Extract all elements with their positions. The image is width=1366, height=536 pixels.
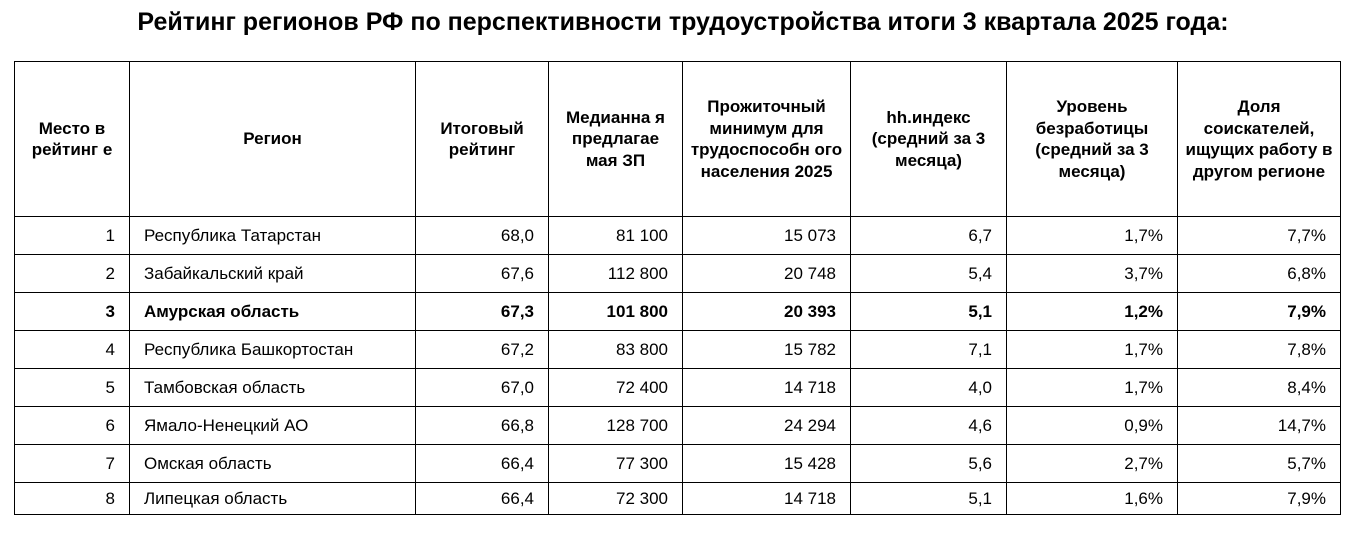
cell-salary: 77 300 (549, 445, 683, 483)
cell-rating: 67,3 (416, 293, 549, 331)
cell-minimum: 20 748 (683, 255, 851, 293)
cell-region: Омская область (130, 445, 416, 483)
table-row (15, 407, 1341, 445)
cell-rank: 6 (15, 407, 130, 445)
cell-unemployment: 0,9% (1007, 407, 1178, 445)
table-row-highlighted (15, 293, 1341, 331)
cell-share: 7,9% (1178, 483, 1341, 515)
cell-minimum: 14 718 (683, 483, 851, 515)
cell-unemployment: 1,7% (1007, 331, 1178, 369)
cell-rank: 7 (15, 445, 130, 483)
cell-hh-index: 5,1 (851, 483, 1007, 515)
cell-rank: 2 (15, 255, 130, 293)
table-row (15, 331, 1341, 369)
header-hh-index: hh.индекс (средний за 3 месяца) (851, 62, 1007, 217)
cell-region: Амурская область (130, 293, 416, 331)
cell-hh-index: 6,7 (851, 217, 1007, 255)
table-row (15, 445, 1341, 483)
cell-hh-index: 4,6 (851, 407, 1007, 445)
cell-rating: 67,2 (416, 331, 549, 369)
cell-share: 14,7% (1178, 407, 1341, 445)
cell-salary: 72 400 (549, 369, 683, 407)
cell-hh-index: 5,6 (851, 445, 1007, 483)
header-region: Регион (130, 62, 416, 217)
cell-minimum: 15 428 (683, 445, 851, 483)
cell-region: Забайкальский край (130, 255, 416, 293)
cell-rating: 68,0 (416, 217, 549, 255)
cell-minimum: 15 782 (683, 331, 851, 369)
cell-hh-index: 7,1 (851, 331, 1007, 369)
cell-minimum: 24 294 (683, 407, 851, 445)
header-rank: Место в рейтинг е (15, 62, 130, 217)
cell-minimum: 15 073 (683, 217, 851, 255)
cell-rating: 66,4 (416, 483, 549, 515)
rating-table (14, 61, 1341, 515)
cell-rank: 3 (15, 293, 130, 331)
cell-region: Ямало-Ненецкий АО (130, 407, 416, 445)
table-header-row (15, 62, 1341, 217)
cell-salary: 128 700 (549, 407, 683, 445)
cell-rating: 66,4 (416, 445, 549, 483)
cell-hh-index: 4,0 (851, 369, 1007, 407)
cell-salary: 83 800 (549, 331, 683, 369)
cell-rank: 1 (15, 217, 130, 255)
cell-rank: 4 (15, 331, 130, 369)
cell-rating: 67,0 (416, 369, 549, 407)
cell-share: 7,7% (1178, 217, 1341, 255)
cell-rating: 66,8 (416, 407, 549, 445)
cell-unemployment: 1,6% (1007, 483, 1178, 515)
cell-hh-index: 5,1 (851, 293, 1007, 331)
header-median-salary: Медианна я предлагае мая ЗП (549, 62, 683, 217)
cell-hh-index: 5,4 (851, 255, 1007, 293)
cell-unemployment: 2,7% (1007, 445, 1178, 483)
cell-share: 8,4% (1178, 369, 1341, 407)
cell-salary: 81 100 (549, 217, 683, 255)
cell-salary: 112 800 (549, 255, 683, 293)
cell-rank: 5 (15, 369, 130, 407)
cell-unemployment: 1,7% (1007, 217, 1178, 255)
header-other-region-share: Доля соискателей, ищущих работу в другом регионе (1178, 62, 1341, 217)
page-title: Рейтинг регионов РФ по перспективности трудоустройства итоги 3 квартала 2025 года: (137, 8, 1229, 36)
cell-rating: 67,6 (416, 255, 549, 293)
cell-minimum: 20 393 (683, 293, 851, 331)
table-row (15, 483, 1341, 515)
table-row (15, 369, 1341, 407)
cell-minimum: 14 718 (683, 369, 851, 407)
cell-unemployment: 1,7% (1007, 369, 1178, 407)
cell-salary: 72 300 (549, 483, 683, 515)
cell-region: Республика Башкортостан (130, 331, 416, 369)
table-row (15, 255, 1341, 293)
header-unemployment: Уровень безработицы (средний за 3 месяца) (1007, 62, 1178, 217)
header-subsistence-minimum: Прожиточный минимум для трудоспособн ого населения 2025 (683, 62, 851, 217)
table-row (15, 217, 1341, 255)
cell-share: 5,7% (1178, 445, 1341, 483)
cell-unemployment: 1,2% (1007, 293, 1178, 331)
cell-share: 7,8% (1178, 331, 1341, 369)
cell-share: 6,8% (1178, 255, 1341, 293)
cell-unemployment: 3,7% (1007, 255, 1178, 293)
cell-share: 7,9% (1178, 293, 1341, 331)
cell-rank: 8 (15, 483, 130, 515)
header-rating: Итоговый рейтинг (416, 62, 549, 217)
cell-region: Тамбовская область (130, 369, 416, 407)
cell-region: Республика Татарстан (130, 217, 416, 255)
cell-salary: 101 800 (549, 293, 683, 331)
cell-region: Липецкая область (130, 483, 416, 515)
